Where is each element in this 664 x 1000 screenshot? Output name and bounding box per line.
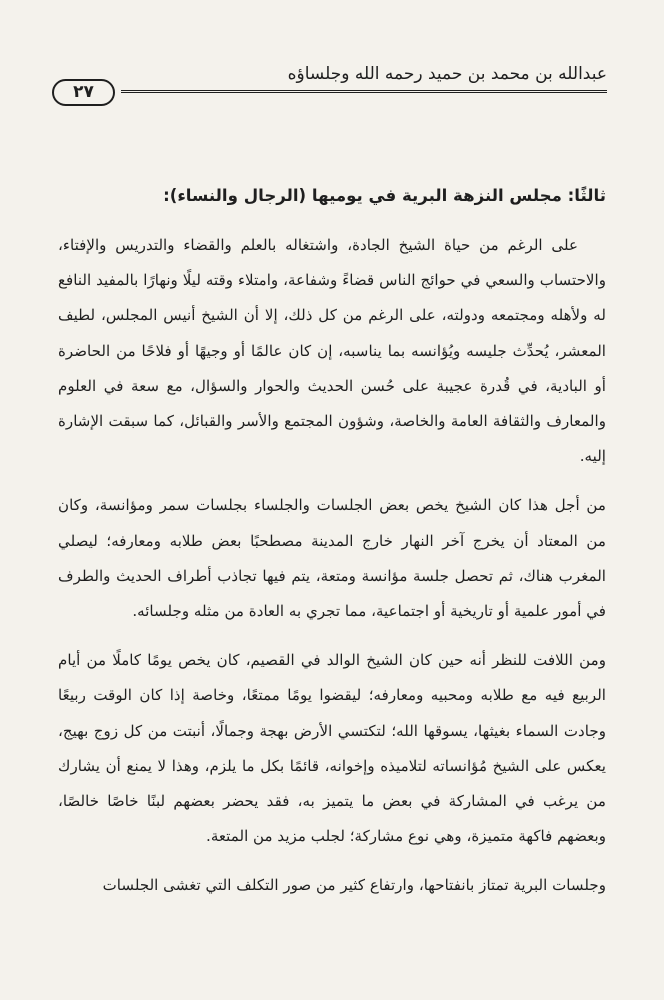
paragraph-1: على الرغم من حياة الشيخ الجادة، واشتغاله بالعلم والقضاء والتدريس والإفتاء، والاحتساب والسعي في حوائج الناس قضاءً وشفاعة، وامتلاء وقته ليلًا ونهارًا بالمفيد النافع له ولأهله ومجتمعه ودولته، على الرغم من كل ذلك، إلا أن الشيخ أنيس المجلس، لطيف المعشر، يُحدِّث جليسه ويُؤانسه بما يناسبه، إن كان عالمًا أو وجيهًا أو فلاحًا من الحاضرة أو البادية، في قُدرة عجيبة على حُسن الحديث والحوار والسؤال، مع سعة في العلوم والمعارف والثقافة العامة والخاصة، وشؤون المجتمع والأسر والقبائل، كما سبقت الإشارة إليه. [58, 236, 606, 466]
header-rule [121, 90, 607, 93]
running-title: عبدالله بن محمد بن حميد رحمه الله وجلساؤه [287, 64, 607, 84]
section-number: ثالثًا [574, 186, 606, 205]
page-content [58, 182, 606, 918]
paragraph-3: ومن اللافت للنظر أنه حين كان الشيخ الوالد في القصيم، كان يخص يومًا كاملًا من أيام الربيع فيه مع طلابه ومحبيه ومعارفه؛ ليقضوا يومًا ممتعًا، وخاصة إذا كان الوقت ربيعًا وجادت السماء بغيثها، يسوقها الله؛ لتكتسي الأرض بهجة وجمالًا، أنبتت من كل زوج بهيج، يعكس على الشيخ مُؤانساته لتلاميذه وإخوانه، قائمًا بكل ما يلزم، وهذا لا يمنع أن يشارك من يرغب في المشاركة في بعض ما يتميز به، فقد يحضر بعضهم لبنًا خاصًا خالصًا، وبعضهم فاكهة متميزة، وهي نوع مشاركة؛ لجلب مزيد من المتعة. [58, 651, 606, 846]
page-number: ٢٧ [52, 79, 115, 106]
section-title: مجلس النزهة البرية في يوميها (الرجال والنساء): [163, 186, 562, 205]
section-heading [58, 182, 606, 210]
paragraph-2: من أجل هذا كان الشيخ يخص بعض الجلسات والجلساء بجلسات سمر ومؤانسة، وكان من المعتاد أن يخرج آخر النهار خارج المدينة مصطحبًا بعض طلابه ومعارفه؛ ليصلي المغرب هناك، ثم تحصل جلسة مؤانسة ومتعة، يتم فيها تجاذب أطراف الحديث والطرف في أمور علمية أو تاريخية أو اجتماعية، مما تجري به العادة من مثله وجلسائه. [58, 496, 606, 621]
section-separator: : [561, 186, 575, 205]
page-header [52, 62, 607, 110]
paragraph-4: وجلسات البرية تمتاز بانفتاحها، وارتفاع كثير من صور التكلف التي تغشى الجلسات [102, 876, 606, 895]
